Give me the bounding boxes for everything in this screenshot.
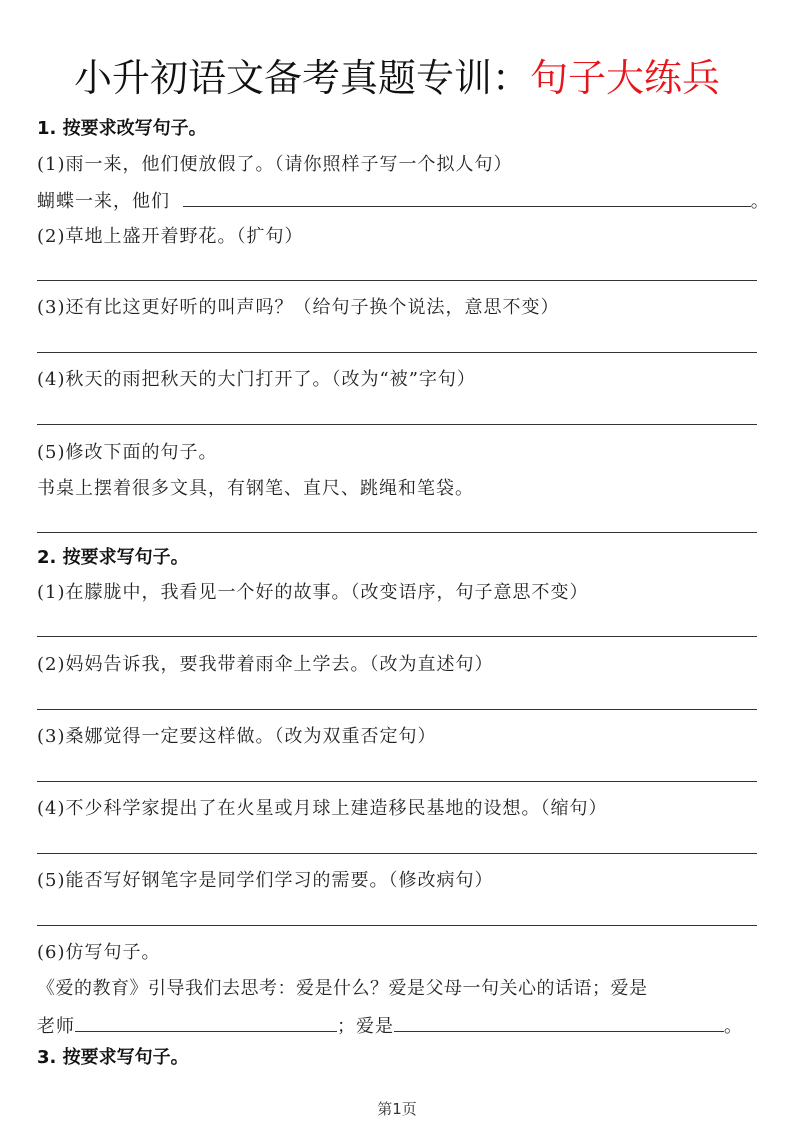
s1-q3-answer-line[interactable]	[37, 352, 757, 353]
s1-q5-prompt: (5)修改下面的句子。	[37, 442, 218, 463]
page-title	[0, 52, 794, 104]
s2-q6-answer-blank-b[interactable]	[394, 1011, 724, 1032]
s1-q1-prompt: (1)雨一来，他们便放假了。（请你照样子写一个拟人句）	[37, 154, 513, 175]
section-3-heading: 3. 按要求写句子。	[37, 1047, 189, 1068]
s2-q3-prompt: (3)桑娜觉得一定要这样做。（改为双重否定句）	[37, 726, 437, 747]
s2-q4-prompt: (4)不少科学家提出了在火星或月球上建造移民基地的设想。（缩句）	[37, 798, 608, 819]
s2-q3-answer-line[interactable]	[37, 781, 757, 782]
section-2-heading: 2. 按要求写句子。	[37, 547, 189, 568]
s1-q2-answer-line[interactable]	[37, 280, 757, 281]
s1-q1-fill-prefix: 蝴蝶一来，他们	[37, 191, 170, 212]
s2-q4-answer-line[interactable]	[37, 853, 757, 854]
s2-q6-fill-a-prefix: 老师	[37, 1016, 75, 1037]
section-1-heading: 1. 按要求改写句子。	[37, 118, 207, 139]
s2-q6-prompt: (6)仿写句子。	[37, 942, 161, 963]
s1-q2-prompt: (2)草地上盛开着野花。（扩句）	[37, 226, 304, 247]
s1-q3-prompt: (3)还有比这更好听的叫声吗？（给句子换个说法，意思不变）	[37, 297, 560, 318]
s2-q5-prompt: (5)能否写好钢笔字是同学们学习的需要。（修改病句）	[37, 870, 494, 891]
title-main: 小升初语文备考真题专训：	[73, 56, 530, 100]
title-highlight: 句子大练兵	[530, 56, 721, 100]
s2-q6-sentence: 《爱的教育》引导我们去思考：爱是什么？爱是父母一句关心的话语；爱是	[37, 978, 648, 999]
s2-q2-prompt: (2)妈妈告诉我，要我带着雨伞上学去。（改为直述句）	[37, 654, 494, 675]
s1-q1-answer-blank[interactable]	[183, 186, 751, 207]
s1-q5-answer-line[interactable]	[37, 532, 757, 533]
s1-q1-fill-row	[37, 186, 770, 213]
s2-q1-answer-line[interactable]	[37, 636, 757, 637]
s2-q6-fill-suffix: 。	[724, 1016, 743, 1037]
s2-q6-fill-row	[37, 1011, 743, 1038]
s1-q1-fill-suffix: 。	[750, 191, 770, 212]
s2-q5-answer-line[interactable]	[37, 925, 757, 926]
s2-q6-fill-b-prefix: ；爱是	[337, 1016, 394, 1037]
s1-q4-prompt: (4)秋天的雨把秋天的大门打开了。（改为“被”字句）	[37, 369, 476, 390]
s2-q1-prompt: (1)在朦胧中，我看见一个好的故事。（改变语序，句子意思不变）	[37, 582, 589, 603]
page-number: 第1页	[377, 1100, 417, 1118]
s1-q4-answer-line[interactable]	[37, 424, 757, 425]
s2-q2-answer-line[interactable]	[37, 709, 757, 710]
s2-q6-answer-blank-a[interactable]	[75, 1011, 337, 1032]
s1-q5-sentence: 书桌上摆着很多文具，有钢笔、直尺、跳绳和笔袋。	[37, 478, 474, 499]
